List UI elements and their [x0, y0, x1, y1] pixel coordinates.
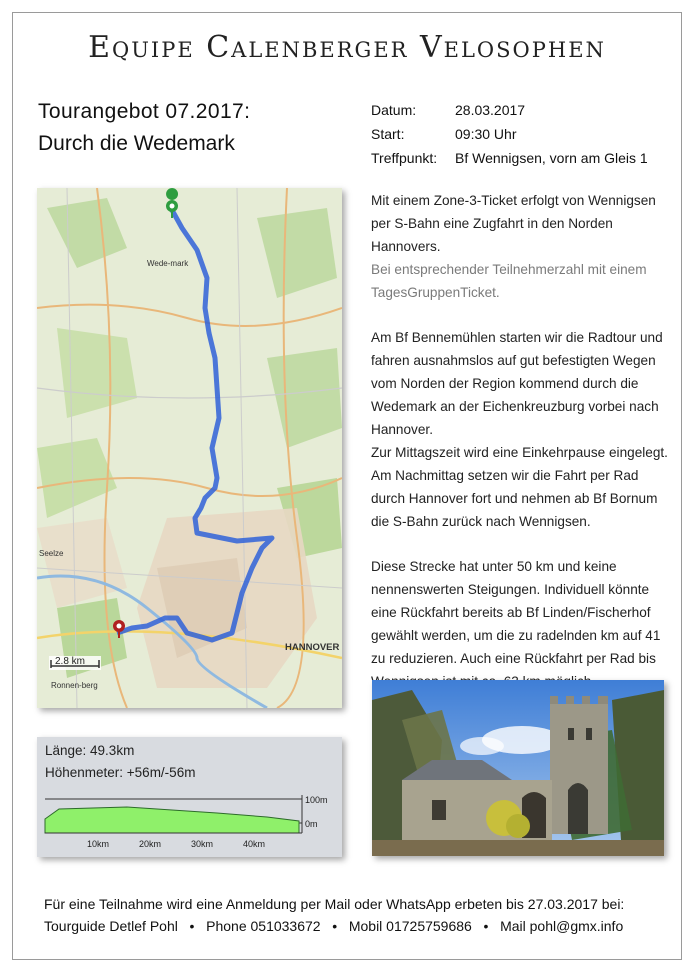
start-label: Start: — [371, 126, 405, 142]
flyer-title: Equipe Calenberger Velosophen — [88, 30, 606, 65]
eichenkreuzburg-photo — [372, 680, 664, 856]
tour-info — [371, 98, 648, 170]
route-map — [37, 188, 342, 708]
date-value: 28.03.2017 — [455, 102, 526, 118]
map-label-hannover: HANNOVER — [285, 642, 340, 653]
email-address[interactable]: Mail pohl@gmx.info — [500, 918, 624, 934]
phone-number[interactable]: Phone 051033672 — [206, 918, 321, 934]
tour-name: Durch die Wedemark — [38, 132, 235, 155]
elevation-tick-30km: 30km — [191, 839, 214, 849]
meeting-point-row — [371, 146, 648, 170]
description-paragraph-1: Mit einem Zone-3-Ticket erfolgt von Wennigsen per S-Bahn eine Zugfahrt in den Norden Hannovers. — [371, 193, 656, 254]
mobile-number[interactable]: Mobil 01725759686 — [348, 918, 472, 934]
route-length: Länge: 49.3km — [45, 743, 135, 758]
footer-contact — [44, 893, 624, 937]
map-label-seelze: Seelze — [39, 549, 64, 558]
elevation-tick-20km: 20km — [139, 839, 162, 849]
map-label-wedemark: Wede-mark — [147, 259, 189, 268]
description-paragraph-3: Zur Mittagszeit wird eine Einkehrpause eingelegt. Am Nachmittag setzen wir die Fahrt per Rad durch Hannover fort und nehmen ab Bf Bornum die S-Bahn zurück nach Wennigsen. — [371, 445, 668, 529]
description-paragraph-4: Diese Strecke hat unter 50 km und keine nennenswerten Steigungen. Individuell könnte eine Rückfahrt bereits ab Bf Linden/Fischerhof gewählt werden, um die zu radelnden km auf 41 zu reduzieren. Auch eine Rückfahrt per Rad bis — [371, 559, 661, 666]
bullet-2: • — [332, 918, 338, 934]
elevation-graph — [37, 737, 342, 857]
bullet-1: • — [189, 918, 195, 934]
elevation-tick-100m: 100m — [305, 795, 328, 805]
date-label: Datum: — [371, 102, 417, 118]
description-group-ticket-note: Bei entsprechender Teilnehmerzahl mit einem TagesGruppenTicket. — [371, 262, 647, 300]
start-value: 09:30 Uhr — [455, 126, 517, 142]
elevation-tick-40km: 40km — [243, 839, 266, 849]
map-label-ronnenberg: Ronnen-berg — [51, 681, 98, 690]
tour-guide-name: Tourguide Detlef Pohl — [44, 918, 178, 934]
route-height: Höhenmeter: +56m/-56m — [45, 765, 196, 780]
elevation-profile — [37, 737, 342, 857]
route-map-graphic — [37, 188, 342, 708]
elevation-tick-10km: 10km — [87, 839, 110, 849]
footer-registration-note: Für eine Teilnahme wird eine Anmeldung per Mail oder WhatsApp erbeten bis 27.03.2017 bei: — [44, 896, 625, 912]
start-row — [371, 122, 648, 146]
map-scale-label: 2.8 km — [55, 656, 86, 667]
elevation-tick-0m: 0m — [305, 819, 318, 829]
date-row — [371, 98, 648, 122]
bullet-3: • — [483, 918, 489, 934]
tour-offer-heading: Tourangebot 07.2017: — [38, 100, 251, 123]
footer-contact-row — [44, 915, 624, 937]
description-paragraph-2: Am Bf Bennemühlen starten wir die Radtour und fahren ausnahmslos auf gut befestigten Wegen vom Norden der Region kommend durch die Wedemark an der Eichenkreuzburg vorbei nach Hannover. — [371, 330, 663, 437]
map-scale — [49, 656, 101, 670]
meeting-point-value: Bf Wennigsen, vorn am Gleis 1 — [455, 150, 648, 166]
castle-tower-image — [372, 680, 664, 856]
meeting-point-label: Treffpunkt: — [371, 150, 438, 166]
tour-description — [371, 189, 676, 693]
